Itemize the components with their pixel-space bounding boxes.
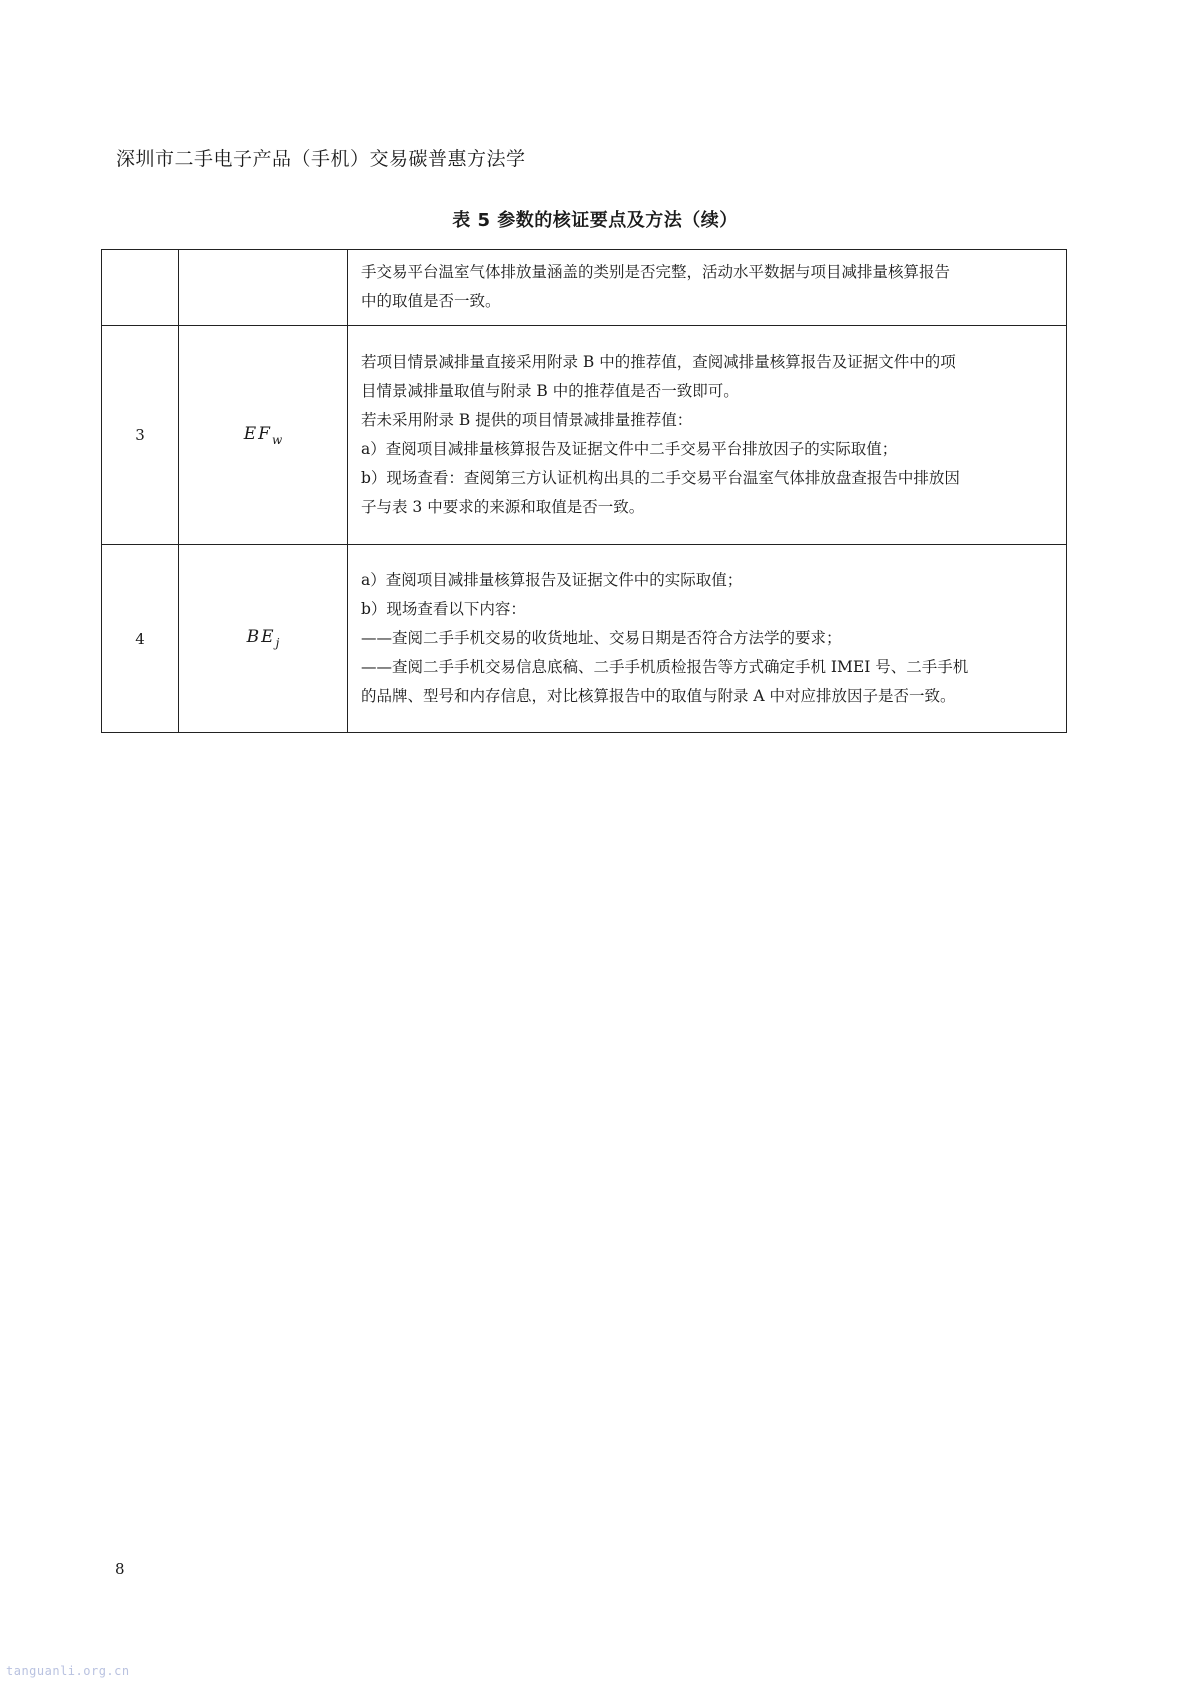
parameter-cell (179, 326, 348, 545)
method-line: b）现场查看：查阅第三方认证机构出具的二手交易平台温室气体排放盘查报告中排放因 (361, 468, 960, 487)
running-header: 深圳市二手电子产品（手机）交易碳普惠方法学 (116, 148, 526, 170)
parameter-subscript: j (275, 636, 280, 650)
table-row (102, 545, 1067, 733)
method-line: 若项目情景减排量直接采用附录 B 中的推荐值，查阅减排量核算报告及证据文件中的项 (361, 352, 956, 371)
table-row (102, 250, 1067, 326)
method-line: b）现场查看以下内容： (361, 599, 526, 618)
parameter-symbol: EF (243, 423, 272, 444)
method-line: a）查阅项目减排量核算报告及证据文件中二手交易平台排放因子的实际取值； (361, 439, 898, 458)
method-cell (348, 545, 1067, 733)
page-number: 8 (115, 1560, 125, 1578)
method-line: 目情景减排量取值与附录 B 中的推荐值是否一致即可。 (361, 381, 739, 400)
method-line: ——查阅二手手机交易信息底稿、二手手机质检报告等方式确定手机 IMEI 号、二手手机 (361, 657, 969, 676)
method-line: ——查阅二手手机交易的收货地址、交易日期是否符合方法学的要求； (361, 628, 842, 647)
parameter-subscript: w (271, 432, 283, 447)
method-line: a）查阅项目减排量核算报告及证据文件中的实际取值； (361, 570, 743, 589)
method-cell (348, 326, 1067, 545)
watermark: tanguanli.org.cn (6, 1664, 130, 1678)
parameter-symbol: BE (246, 627, 276, 647)
row-number-cell (102, 250, 179, 326)
table-title: 表 5 参数的核证要点及方法（续） (452, 210, 738, 231)
parameter-cell (179, 545, 348, 733)
row-number-cell: 4 (102, 545, 179, 733)
method-line: 的品牌、型号和内存信息，对比核算报告中的取值与附录 A 中对应排放因子是否一致。 (361, 686, 956, 705)
parameter-cell (179, 250, 348, 326)
method-line: 子与表 3 中要求的来源和取值是否一致。 (361, 497, 645, 516)
table-row (102, 326, 1067, 545)
method-line: 中的取值是否一致。 (361, 292, 501, 310)
verification-table (101, 249, 1067, 733)
method-cell (348, 250, 1067, 326)
method-line: 手交易平台温室气体排放量涵盖的类别是否完整，活动水平数据与项目减排量核算报告 (361, 263, 951, 281)
row-number-cell: 3 (102, 326, 179, 545)
method-line: 若未采用附录 B 提供的项目情景减排量推荐值： (361, 410, 693, 429)
